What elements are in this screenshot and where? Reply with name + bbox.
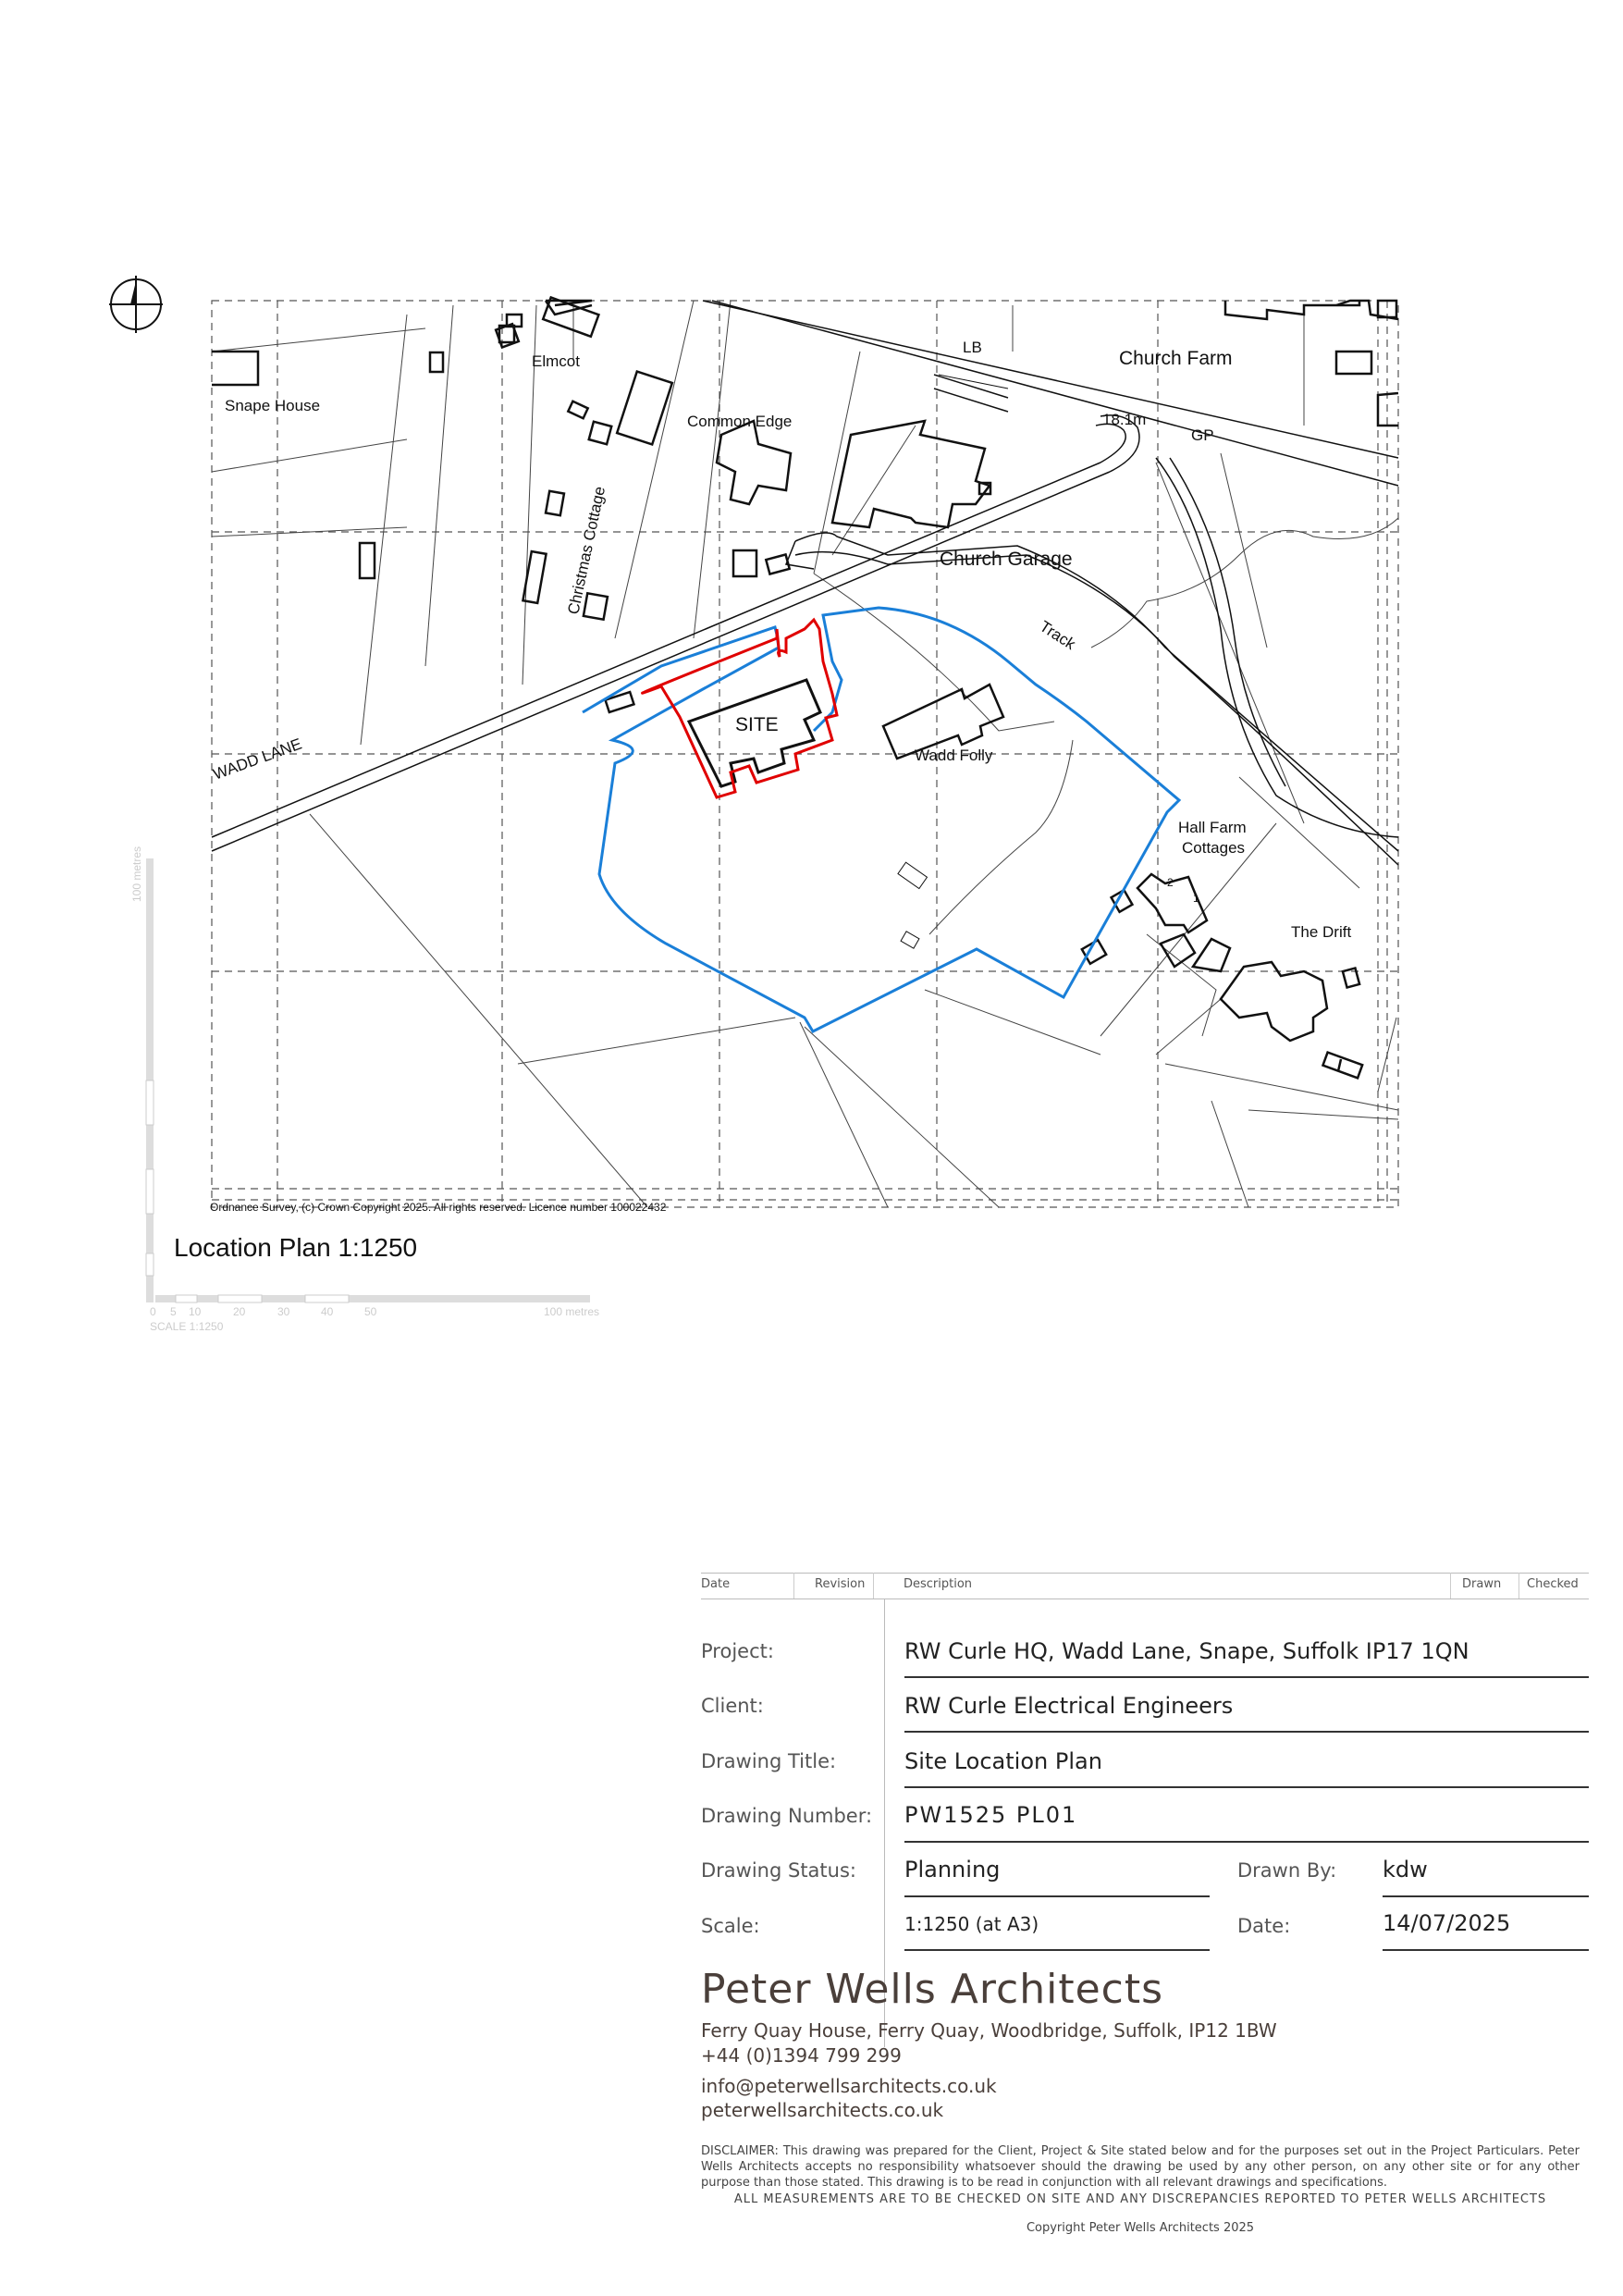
project-value: RW Curle HQ, Wadd Lane, Snape, Suffolk IP17 1QN <box>904 1638 1469 1664</box>
roads <box>212 301 1398 865</box>
north-arrow-icon <box>109 276 163 333</box>
label-hall-farm: Hall Farm <box>1178 819 1247 836</box>
header-checked: Checked <box>1527 1577 1579 1591</box>
label-wadd-folly: Wadd Folly <box>915 747 993 764</box>
buildings <box>212 297 1398 1078</box>
drawing-status-value: Planning <box>904 1857 1001 1882</box>
firm-address: Ferry Quay House, Ferry Quay, Woodbridge, Suffolk, IP12 1BW <box>701 2019 1277 2042</box>
label-the-drift: The Drift <box>1291 923 1352 941</box>
svg-text:50: 50 <box>364 1305 377 1318</box>
firm-name: Peter Wells Architects <box>701 1966 1164 2013</box>
disclaimer: DISCLAIMER: This drawing was prepared for the Client, Project & Site stated below and for the purposes set out in the Project Particulars. Peter Wells Architects accepts no responsibility whatsoever should the drawing be used by any other person, on any other site or for any other purpose than those stated. This drawing is to be read in conjunction with all relevant drawings and specifications. <box>701 2144 1580 2190</box>
date-value: 14/07/2025 <box>1383 1910 1511 1936</box>
header-drawn: Drawn <box>1462 1577 1502 1591</box>
plan-title: Location Plan 1:1250 <box>174 1233 418 1262</box>
svg-text:30: 30 <box>277 1305 290 1318</box>
svg-text:100 metres: 100 metres <box>130 846 143 902</box>
label-common-edge: Common Edge <box>687 413 793 430</box>
label-elmcot: Elmcot <box>532 352 580 370</box>
svg-text:5: 5 <box>170 1305 177 1318</box>
label-church-farm: Church Farm <box>1119 348 1233 369</box>
label-height: 18.1m <box>1102 411 1147 428</box>
label-church-garage: Church Garage <box>940 549 1073 570</box>
drawing-number-value: PW1525 PL01 <box>904 1802 1078 1828</box>
label-cottages: Cottages <box>1182 839 1246 857</box>
measurements-note: ALL MEASUREMENTS ARE TO BE CHECKED ON SITE AND ANY DISCREPANCIES REPORTED TO PETER WELLS ARCHITECTS <box>733 2192 1547 2206</box>
client-value: RW Curle Electrical Engineers <box>904 1693 1234 1719</box>
label-site: SITE <box>735 714 779 735</box>
firm-email[interactable]: info@peterwellsarchitects.co.uk <box>701 2075 997 2097</box>
drawing-number-label: Drawing Number: <box>701 1805 873 1827</box>
label-snape-house: Snape House <box>225 397 321 414</box>
label-plot-1: 1 <box>1193 892 1199 905</box>
label-christmas-cottage: Christmas Cottage <box>564 485 609 616</box>
ownership-boundary <box>583 608 1179 1031</box>
label-wadd-lane: WADD LANE <box>210 734 304 784</box>
firm-website[interactable]: peterwellsarchitects.co.uk <box>701 2099 944 2121</box>
header-date: Date <box>701 1577 731 1591</box>
drawing-status-label: Drawing Status: <box>701 1859 856 1882</box>
scale-label: Scale: <box>701 1915 760 1937</box>
drawn-by-value: kdw <box>1383 1857 1428 1882</box>
label-plot-2: 2 <box>1167 876 1174 889</box>
svg-text:20: 20 <box>233 1305 246 1318</box>
map-grid <box>212 301 1398 1207</box>
project-label: Project: <box>701 1640 774 1662</box>
firm-copyright: Copyright Peter Wells Architects 2025 <box>1026 2221 1255 2235</box>
date-label: Date: <box>1237 1915 1291 1937</box>
field-boundaries <box>212 301 1398 1207</box>
drawing-title-value: Site Location Plan <box>904 1748 1102 1774</box>
svg-text:10: 10 <box>189 1305 202 1318</box>
scale-value: 1:1250 (at A3) <box>904 1913 1039 1935</box>
os-copyright: Ordnance Survey, (c) Crown Copyright 2025. All rights reserved. Licence number 100022432 <box>210 1201 667 1214</box>
label-gp: GP <box>1191 426 1214 444</box>
firm-phone: +44 (0)1394 799 299 <box>701 2044 902 2067</box>
header-description: Description <box>904 1577 973 1591</box>
svg-text:0: 0 <box>150 1305 156 1318</box>
svg-text:100 metres: 100 metres <box>544 1305 600 1318</box>
header-revision: Revision <box>815 1577 866 1591</box>
label-track: Track <box>1036 617 1079 654</box>
drawn-by-label: Drawn By: <box>1237 1859 1337 1882</box>
label-lb: LB <box>963 339 982 356</box>
client-label: Client: <box>701 1695 764 1717</box>
drawing-title-label: Drawing Title: <box>701 1750 837 1772</box>
svg-text:SCALE 1:1250: SCALE 1:1250 <box>150 1320 224 1333</box>
site-boundary <box>643 620 837 797</box>
svg-text:40: 40 <box>321 1305 334 1318</box>
